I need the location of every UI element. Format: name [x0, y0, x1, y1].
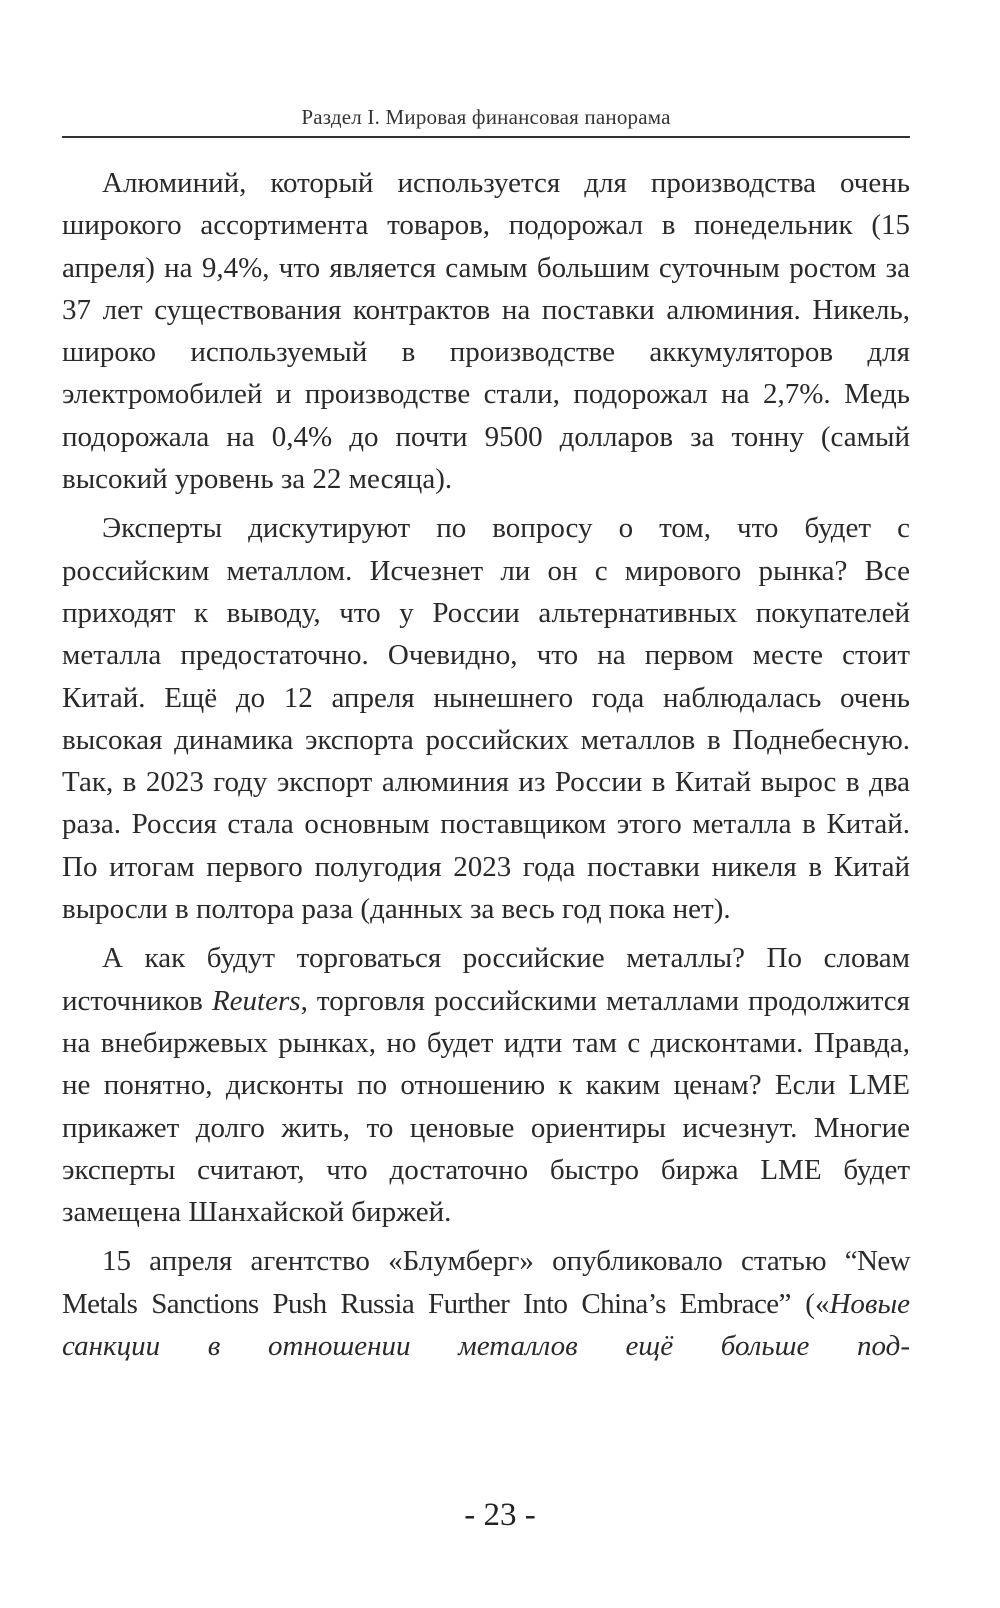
paragraph-bloomberg [62, 1240, 910, 1367]
paragraph-trading-end: , торговля российскими металлами продолжится на внебиржевых рынках, но будет идти там с дисконтами. Правда, не понятно, дисконты по отношению к каким ценам? Если LME прикажет долго жить, то ценовые ориентиры исчезнут. Многие эксперты считают, что достаточно быстро биржа LME будет замещена Шанхайской биржей. [62, 984, 911, 1229]
paragraph-experts: Эксперты дискутируют по вопросу о том, что будет с российским металлом. Исчезнет ли он с мирового рынка? Все приходят к выводу, что у России альтернативных покупателей металла предостаточно. Очевидно, что на первом месте стоит Китай. Ещё до 12 апреля нынешнего года наблюдалась очень высокая динамика экспорта российских металлов в Поднебесную. Так, в 2023 году экспорт алюминия из России в Китай вырос в два раза. Россия стала основным поставщиком этого металла в Китай. По итогам первого полугодия 2023 года поставки никеля в Китай выросли в полтора раза (данных за весь год пока нет). [62, 512, 910, 926]
paragraph-trading-start: А как будут торговаться российские металлы? По словам источников [62, 942, 910, 1017]
paragraph-aluminium: Алюминий, который используется для производства очень широкого ассортимента товаров, подорожал в понедельник (15 апреля) на 9,4%, что является самым большим суточным ростом за 37 лет существования контрактов на поставки алюминия. Никель, широко используемый в производстве аккумуляторов для электромобилей и производстве стали, подорожал на 2,7%. Медь подорожала на 0,4% до почти 9500 долларов за тонну (самый высокий уровень за 22 месяца). [62, 167, 910, 496]
article-title: “New Metals Sanctions Push Russia Further Into China’s Embrace” [62, 1245, 910, 1320]
quote-open: (« [790, 1287, 830, 1320]
paragraph-trading [62, 937, 910, 1233]
article-title-translation: Новые санкции в отношении металлов ещё больше под- [62, 1287, 910, 1363]
page-body [62, 162, 910, 1374]
page-number: - 23 - [464, 1497, 536, 1533]
running-header: Раздел I. Мировая финансовая панорама [301, 105, 671, 129]
paragraph-bloomberg-start: 15 апреля агентство «Блумберг» опубликовало статью [102, 1245, 845, 1278]
source-name: Reuters [211, 984, 301, 1017]
header-rule [62, 136, 910, 138]
